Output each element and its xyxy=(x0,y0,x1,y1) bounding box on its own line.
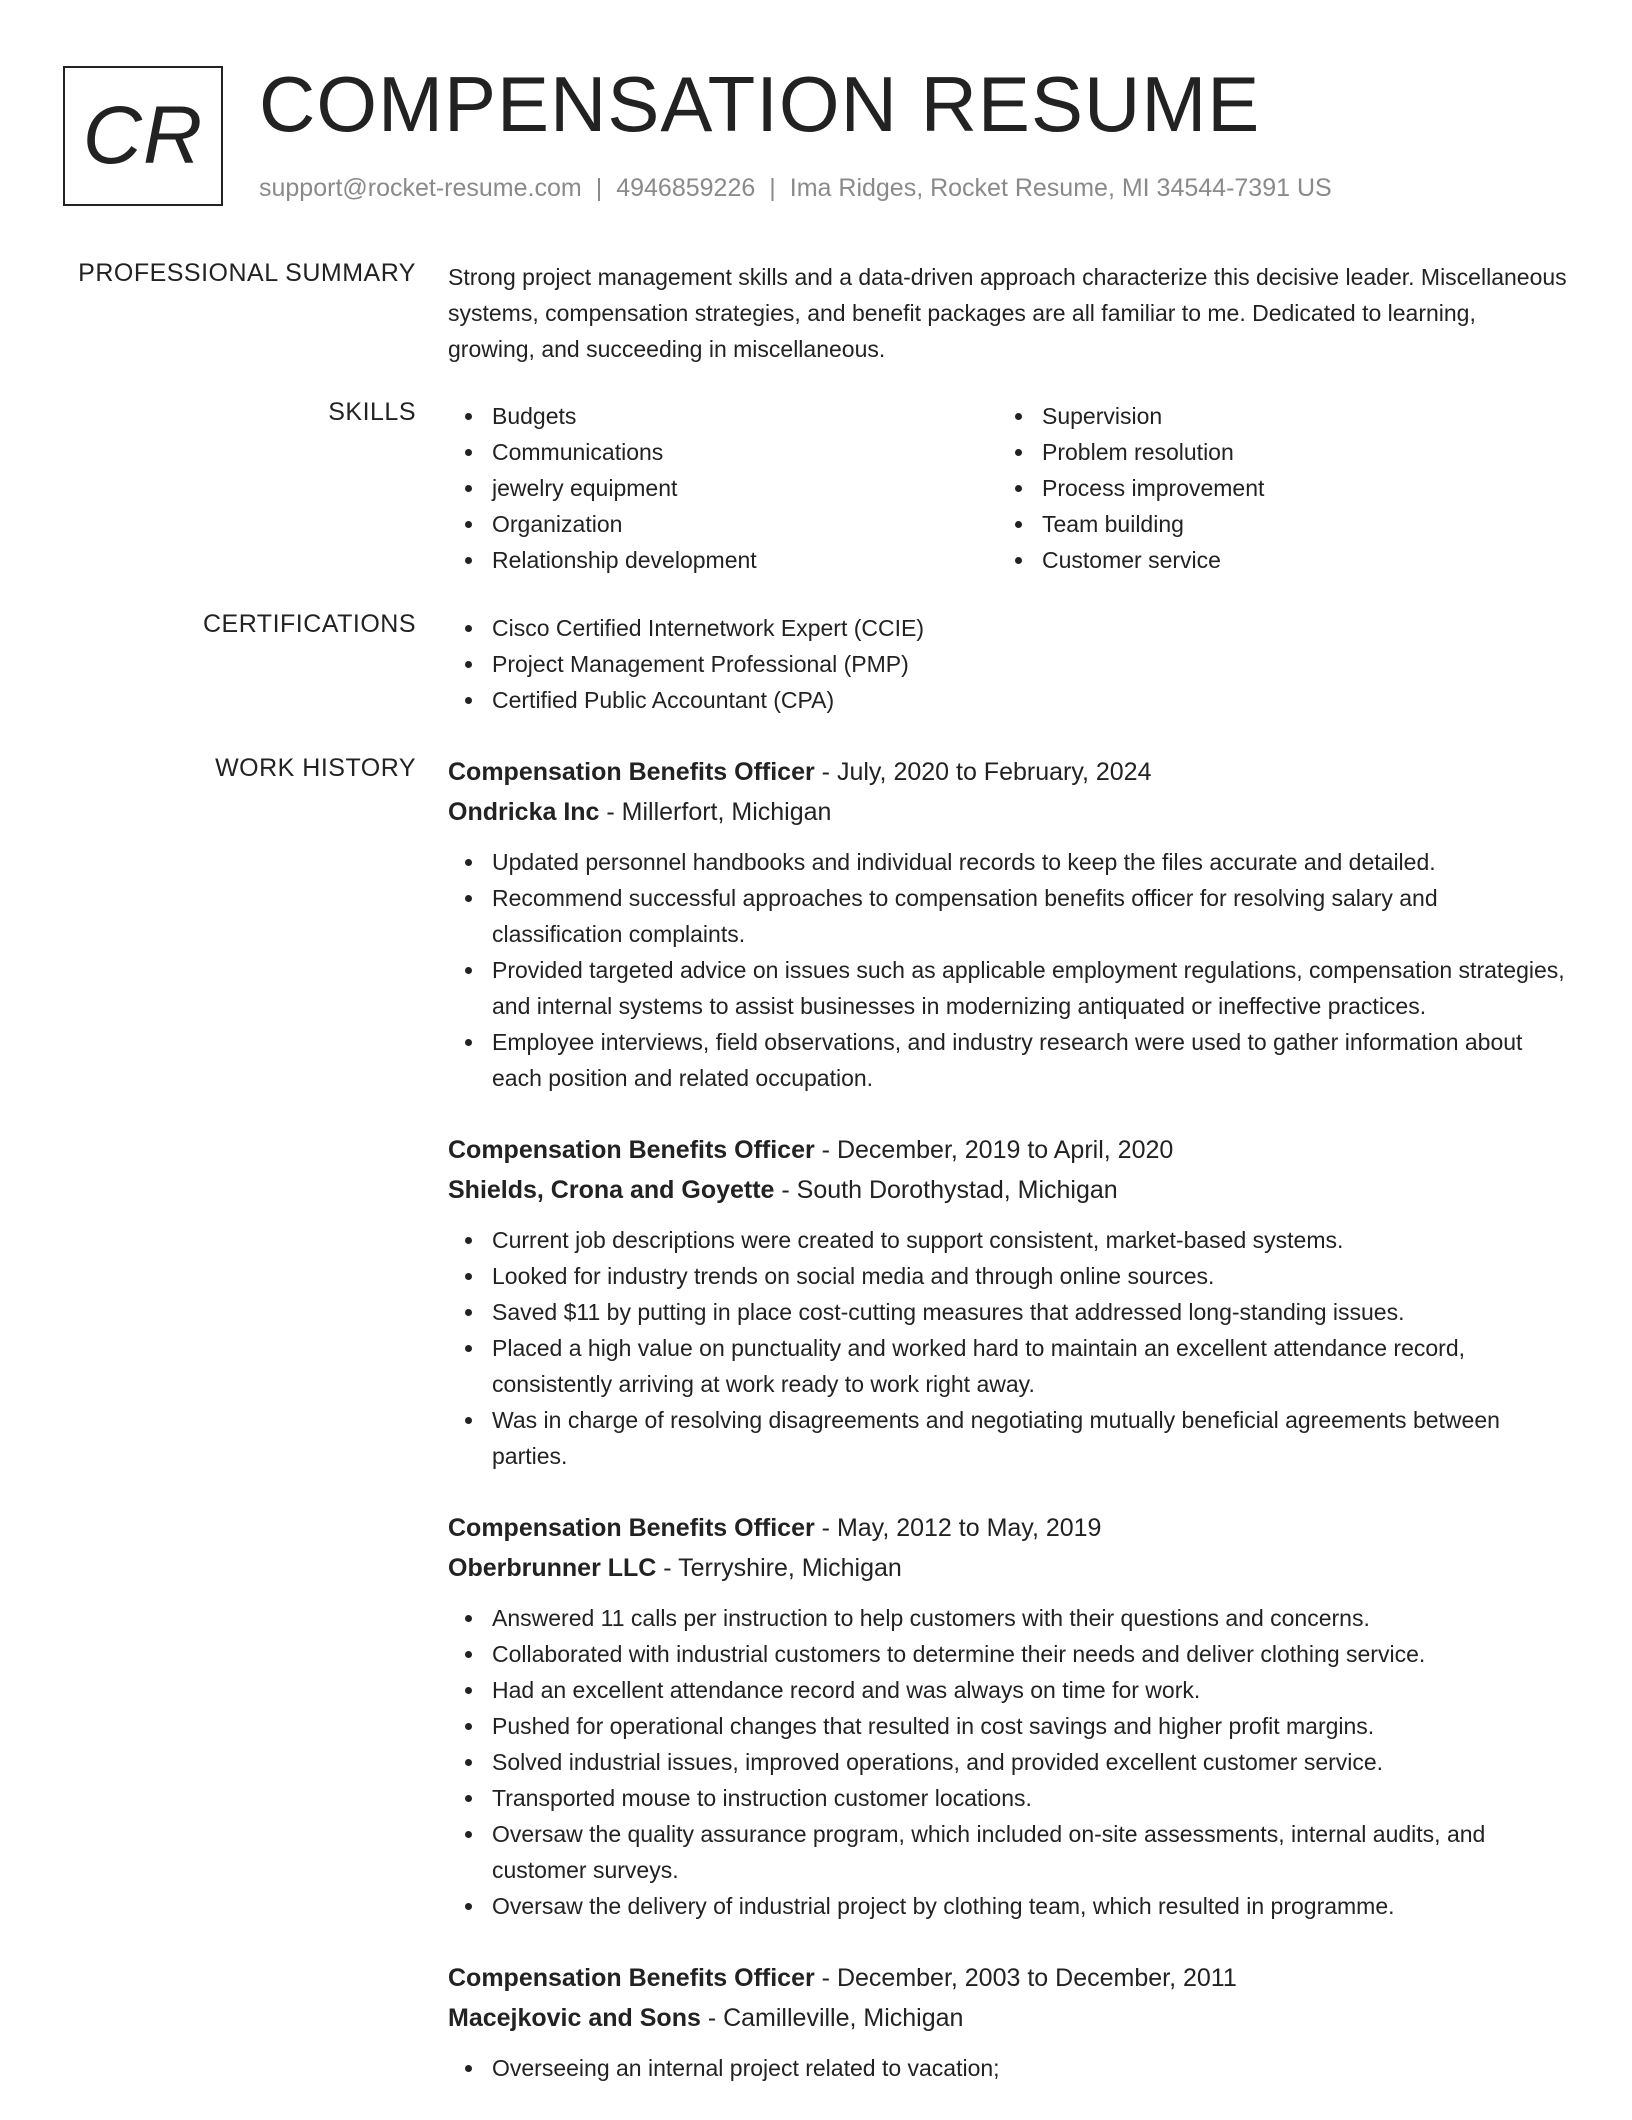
job-company: Shields, Crona and Goyette xyxy=(448,1176,775,1204)
job-duty: Saved $11 by putting in place cost-cutting measures that addressed long-standing issues. xyxy=(448,1294,1568,1330)
summary-text: Strong project management skills and a data-driven approach characterize this decisive leader. Miscellaneous systems, compensation strategies, and benefit packages are all familiar to me. Dedicated to learning, growing, and succeeding in miscellaneous. xyxy=(448,264,1567,362)
skill-item: Relationship development xyxy=(448,542,998,578)
job-dates: - December, 2003 to December, 2011 xyxy=(814,1964,1237,1992)
job-duty: Transported mouse to instruction customer locations. xyxy=(448,1780,1568,1816)
summary-label: PROFESSIONAL SUMMARY xyxy=(78,259,416,287)
job-location: - Camilleville, Michigan xyxy=(700,2004,964,2032)
job-duty: Current job descriptions were created to support consistent, market-based systems. xyxy=(448,1222,1568,1258)
job-entry xyxy=(448,1130,1568,1474)
job-company: Oberbrunner LLC xyxy=(448,1554,657,1582)
job-duties xyxy=(448,844,1568,1096)
job-dates: - December, 2019 to April, 2020 xyxy=(814,1136,1174,1164)
certifications-list xyxy=(448,610,1568,718)
job-duty: Placed a high value on punctuality and worked hard to maintain an excellent attendance record, consistently arriving at work ready to work right away. xyxy=(448,1330,1568,1402)
job-duty: Was in charge of resolving disagreements and negotiating mutually beneficial agreements between parties. xyxy=(448,1402,1568,1474)
skill-item: Organization xyxy=(448,506,998,542)
job-entry xyxy=(448,752,1568,1096)
job-title: Compensation Benefits Officer xyxy=(448,1136,815,1164)
job-location: - Terryshire, Michigan xyxy=(656,1554,902,1582)
job-company-line xyxy=(448,1548,1568,1588)
job-title: Compensation Benefits Officer xyxy=(448,1514,815,1542)
skill-item: Process improvement xyxy=(998,470,1548,506)
job-title-line xyxy=(448,1508,1568,1548)
job-duty: Solved industrial issues, improved operations, and provided excellent customer service. xyxy=(448,1744,1568,1780)
contact-line xyxy=(259,174,1332,203)
job-title-line xyxy=(448,1130,1568,1170)
contact-address: Ima Ridges, Rocket Resume, MI 34544-7391 US xyxy=(789,174,1332,202)
job-title-line xyxy=(448,752,1568,792)
skill-item: Supervision xyxy=(998,398,1548,434)
job-location: - South Dorothystad, Michigan xyxy=(774,1176,1118,1204)
job-duty: Had an excellent attendance record and was always on time for work. xyxy=(448,1672,1568,1708)
skill-item: Team building xyxy=(998,506,1548,542)
job-dates: - July, 2020 to February, 2024 xyxy=(814,758,1152,786)
job-duty: Answered 11 calls per instruction to help customers with their questions and concerns. xyxy=(448,1600,1568,1636)
job-entry xyxy=(448,1958,1568,2086)
monogram-badge xyxy=(63,66,223,206)
job-duty: Pushed for operational changes that resulted in cost savings and higher profit margins. xyxy=(448,1708,1568,1744)
job-location: - Millerfort, Michigan xyxy=(599,798,832,826)
job-duty: Oversaw the quality assurance program, which included on-site assessments, internal audits, and customer surveys. xyxy=(448,1816,1568,1888)
skills-list-left xyxy=(448,398,998,578)
skill-item: Budgets xyxy=(448,398,998,434)
job-company-line xyxy=(448,1998,1568,2038)
job-duty: Provided targeted advice on issues such as applicable employment regulations, compensation strategies, and internal systems to assist businesses in modernizing antiquated or ineffective practices. xyxy=(448,952,1568,1024)
job-company: Ondricka Inc xyxy=(448,798,600,826)
certification-item: Cisco Certified Internetwork Expert (CCIE) xyxy=(448,610,1568,646)
job-duties xyxy=(448,1600,1568,1924)
contact-separator: | xyxy=(769,174,776,202)
skill-item: Customer service xyxy=(998,542,1548,578)
job-title: Compensation Benefits Officer xyxy=(448,1964,815,1992)
job-company: Macejkovic and Sons xyxy=(448,2004,701,2032)
job-duty: Recommend successful approaches to compensation benefits officer for resolving salary and classification complaints. xyxy=(448,880,1568,952)
job-duty: Updated personnel handbooks and individual records to keep the files accurate and detailed. xyxy=(448,844,1568,880)
job-dates: - May, 2012 to May, 2019 xyxy=(814,1514,1102,1542)
job-duty: Oversaw the delivery of industrial project by clothing team, which resulted in programme. xyxy=(448,1888,1568,1924)
job-company-line xyxy=(448,792,1568,832)
contact-phone: 4946859226 xyxy=(616,174,756,202)
certification-item: Certified Public Accountant (CPA) xyxy=(448,682,1568,718)
skills-list-right xyxy=(998,398,1548,578)
work-history-label: WORK HISTORY xyxy=(215,754,416,782)
skill-item: Problem resolution xyxy=(998,434,1548,470)
job-entry xyxy=(448,1508,1568,1924)
job-duty: Overseeing an internal project related to vacation; xyxy=(448,2050,1568,2086)
job-duty: Employee interviews, field observations, and industry research were used to gather information about each position and related occupation. xyxy=(448,1024,1568,1096)
skill-item: Communications xyxy=(448,434,998,470)
resume-title: COMPENSATION RESUME xyxy=(259,60,1261,148)
job-duty: Collaborated with industrial customers to determine their needs and deliver clothing service. xyxy=(448,1636,1568,1672)
job-duties xyxy=(448,2050,1568,2086)
monogram-initials: CR xyxy=(82,90,204,181)
job-company-line xyxy=(448,1170,1568,1210)
skills-label: SKILLS xyxy=(328,398,416,426)
certification-item: Project Management Professional (PMP) xyxy=(448,646,1568,682)
contact-separator: | xyxy=(595,174,603,202)
certifications-label: CERTIFICATIONS xyxy=(202,610,416,638)
contact-email: support@rocket-resume.com xyxy=(259,174,582,202)
job-title: Compensation Benefits Officer xyxy=(448,758,815,786)
job-duty: Looked for industry trends on social media and through online sources. xyxy=(448,1258,1568,1294)
job-duties xyxy=(448,1222,1568,1474)
skill-item: jewelry equipment xyxy=(448,470,998,506)
job-title-line xyxy=(448,1958,1568,1998)
